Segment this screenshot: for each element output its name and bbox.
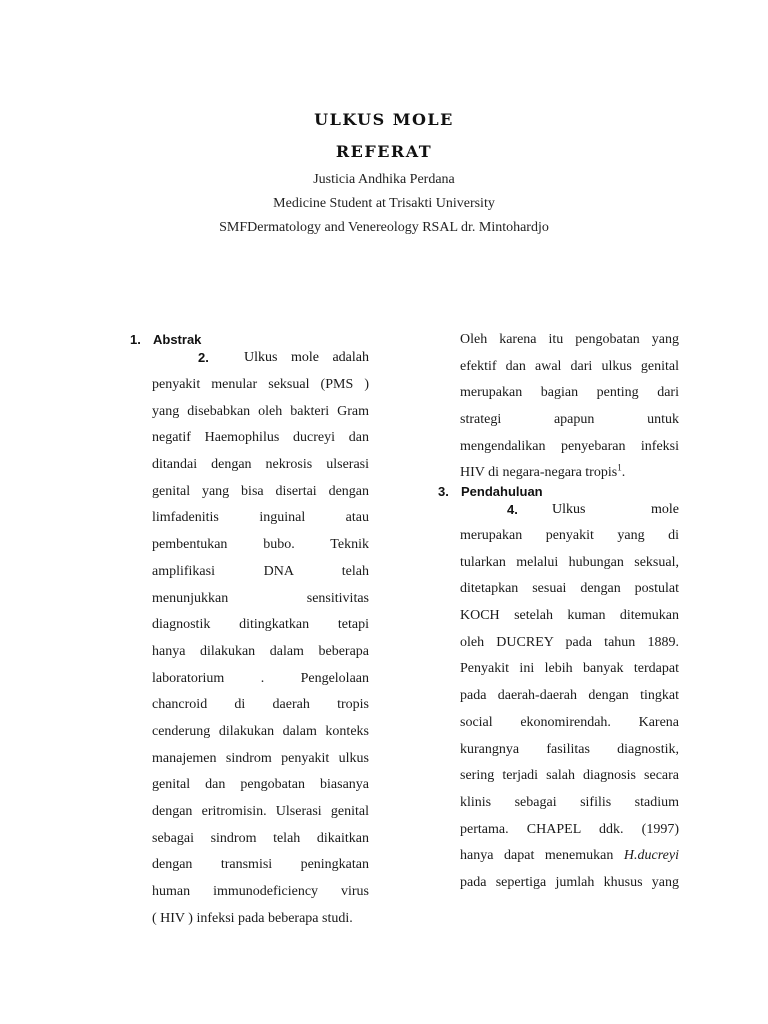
text-line: yang disebabkan oleh bakteri Gram (152, 403, 369, 419)
text-line: Ulkus mole (552, 502, 679, 517)
text-line: Ulkus mole adalah (244, 350, 369, 365)
text-line: chancroid di daerah tropis (152, 697, 369, 713)
text-line: oleh DUCREY pada tahun 1889. (460, 634, 679, 650)
text-line: penyakit menular seksual (PMS ) (152, 377, 369, 392)
pendahuluan-body (460, 523, 679, 897)
footnote-ref: 1 (617, 462, 622, 473)
text-line: menunjukkan sensitivitas (152, 590, 369, 606)
text-line: sebagai sindrom telah dikaitkan (152, 830, 369, 846)
text-line: pembentukan bubo. Teknik (152, 537, 369, 553)
author-name: Justicia Andhika Perdana (313, 172, 455, 187)
text-line: amplifikasi DNA telah (152, 563, 369, 579)
text-line: manajemen sindrom penyakit ulkus (152, 750, 369, 766)
text-line: pada daerah-daerah dengan tingkat (460, 688, 679, 704)
text-line: hanya dapat menemukan H.ducreyi (460, 848, 679, 864)
abstract-first-line (244, 345, 369, 372)
section-number: 3. (438, 484, 449, 499)
document-subtitle: REFERAT (335, 142, 433, 161)
text-line: tularkan melalui hubungan seksual, (460, 554, 679, 570)
document-title: ULKUS MOLE (314, 110, 454, 129)
text-line: dengan eritromisin. Ulserasi genital (152, 804, 369, 819)
section-number: 1. (130, 332, 141, 347)
text-line: limfadenitis inguinal atau (152, 510, 369, 526)
text-line: mengendalikan penyebaran infeksi (460, 438, 679, 454)
section-heading-pendahuluan (438, 484, 543, 499)
text-line: laboratorium . Pengelolaan (152, 670, 369, 686)
text-line: kurangnya fasilitas diagnostik, (460, 741, 679, 757)
section-title: Pendahuluan (461, 484, 543, 499)
section-heading-abstrak (130, 332, 201, 347)
text-line: HIV di negara-negara tropis$^1$. (460, 462, 626, 481)
text-line: hanya dilakukan dalam beberapa (152, 643, 369, 659)
text-line: social ekonomirendah. Karena (460, 714, 679, 730)
text-line: ditandai dengan nekrosis ulserasi (152, 457, 369, 473)
text-line: Penyakit ini lebih banyak terdapat (460, 661, 679, 677)
abstract-body (152, 372, 369, 932)
paragraph-number: 4. (507, 502, 518, 517)
paragraph-number: 2. (198, 350, 209, 365)
text-line: merupakan penyakit yang di (460, 528, 679, 543)
text-line: human immunodeficiency virus (152, 884, 369, 900)
text-line: genital yang bisa disertai dengan (152, 483, 369, 499)
text-line: negatif Haemophilus ducreyi dan (152, 430, 369, 446)
section-title: Abstrak (153, 332, 202, 347)
author-affiliation: Medicine Student at Trisakti University (273, 196, 495, 211)
text-line: strategi apapun untuk (460, 412, 679, 428)
text-line: efektif dan awal dari ulkus genital (460, 358, 679, 374)
text-line: klinis sebagai sifilis stadium (460, 794, 679, 810)
abstract-continued-body (460, 327, 679, 487)
text-line: merupakan bagian penting dari (460, 385, 679, 401)
text-line: KOCH setelah kuman ditemukan (460, 608, 679, 624)
text-line: sering terjadi salah diagnosis secara (460, 768, 679, 784)
text-line: ditetapkan sesuai dengan postulat (460, 581, 679, 597)
text-line: pada sepertiga jumlah khusus yang (460, 874, 679, 890)
text-line: pertama. CHAPEL ddk. (1997) (460, 821, 679, 837)
text-line: cenderung dilakukan dalam konteks (152, 723, 369, 739)
text-line: Oleh karena itu pengobatan yang (460, 332, 679, 347)
text-line: ( HIV ) infeksi pada beberapa studi. (152, 910, 353, 926)
pendahuluan-first-line (552, 497, 679, 524)
author-department: SMFDermatology and Venereology RSAL dr. Mintohardjo (219, 220, 549, 235)
text-line: diagnostik ditingkatkan tetapi (152, 617, 369, 633)
species-name: H.ducreyi (623, 848, 679, 864)
text-line: genital dan pengobatan biasanya (152, 777, 369, 793)
text-line: dengan transmisi peningkatan (152, 857, 369, 873)
